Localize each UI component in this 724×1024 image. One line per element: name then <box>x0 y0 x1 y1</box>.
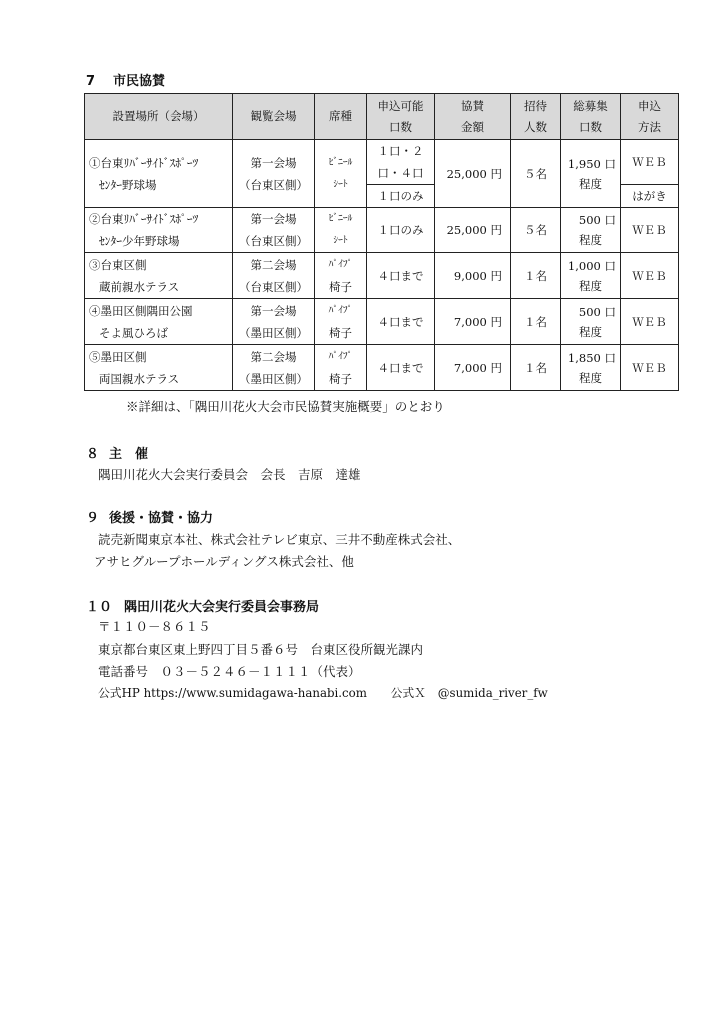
place-line2: 両国親水テラス <box>99 371 180 386</box>
total-line1: 1,850 口 <box>567 350 616 365</box>
venue-line1: 第二会場 <box>250 349 297 364</box>
seat-cell <box>315 345 367 391</box>
place-line1: ②台東ﾘﾊﾞｰｻｲﾄﾞｽﾎﾟｰﾂ <box>89 212 199 226</box>
citizen-sponsorship-table <box>84 93 679 391</box>
seat-line1: ﾋﾞﾆｰﾙ <box>328 213 353 224</box>
phone-number: 電話番号 ０３－５２４６－１１１１（代表） <box>98 664 361 679</box>
method-cell: はがき <box>621 185 679 208</box>
seat-line1: ﾋﾞﾆｰﾙ <box>328 156 353 168</box>
seat-cell <box>315 253 367 299</box>
table-row <box>85 253 679 299</box>
method-cell: ＷＥＢ <box>621 140 679 185</box>
official-links: 公式HP https://www.sumidagawa-hanabi.com 公式Ｘ @sumida_river_fw <box>98 686 548 700</box>
invite-cell: ５名 <box>511 208 561 253</box>
header-amount <box>435 94 511 140</box>
section-8-heading <box>86 443 148 462</box>
place-line2: ｾﾝﾀｰ野球場 <box>99 177 157 192</box>
venue-cell <box>233 299 315 345</box>
total-cell <box>561 345 621 391</box>
place-line2: ｾﾝﾀｰ少年野球場 <box>99 234 180 248</box>
seat-line1: ﾊﾟｲﾌﾟ <box>328 258 353 270</box>
total-line1: 500 口 <box>578 213 616 227</box>
method-cell: ＷＥＢ <box>621 208 679 253</box>
units-cell: ４口まで <box>367 345 435 391</box>
header-method <box>621 94 679 140</box>
seat-line2: 椅子 <box>329 325 352 340</box>
section-title: 主 催 <box>109 447 149 462</box>
place-cell <box>85 299 233 345</box>
section-number: ８ <box>86 447 100 462</box>
units-cell <box>367 140 435 185</box>
table-row <box>85 140 679 185</box>
venue-line2: （墨田区側） <box>239 371 308 386</box>
place-line1: ①台東ﾘﾊﾞｰｻｲﾄﾞｽﾎﾟｰﾂ <box>89 155 199 170</box>
venue-cell <box>233 140 315 208</box>
section-7-heading <box>86 70 165 89</box>
header-amount-line1: 協賛 <box>461 98 484 113</box>
organizer-text: 隅田川花火大会実行委員会 会長 吉原 達雄 <box>98 467 361 482</box>
header-invite <box>511 94 561 140</box>
units-cell: １口のみ <box>367 185 435 208</box>
venue-line1: 第一会場 <box>250 155 297 170</box>
total-line2: 程度 <box>579 278 602 293</box>
header-total <box>561 94 621 140</box>
venue-line2: （台東区側） <box>239 279 308 294</box>
invite-cell: １名 <box>511 345 561 391</box>
total-line1: 1,950 口 <box>567 156 616 171</box>
total-cell <box>561 140 621 208</box>
place-line2: そよ風ひろば <box>99 325 168 340</box>
header-seat: 席種 <box>315 94 367 140</box>
place-cell <box>85 140 233 208</box>
units-line1: １口・２ <box>377 144 424 158</box>
header-method-line1: 申込 <box>638 98 661 113</box>
table-row <box>85 345 679 391</box>
header-units-line2: 口数 <box>389 119 412 134</box>
units-line2: 口・４口 <box>377 166 424 180</box>
support-text-line2: アサヒグループホールディングス株式会社、他 <box>94 554 354 569</box>
venue-line1: 第二会場 <box>250 257 297 272</box>
seat-line2: ｼｰﾄ <box>333 235 348 246</box>
venue-cell <box>233 208 315 253</box>
seat-cell <box>315 299 367 345</box>
venue-cell <box>233 345 315 391</box>
support-text-line1: 読売新聞東京本社、株式会社テレビ東京、三井不動産株式会社、 <box>98 532 461 547</box>
place-line1: ⑤墨田区側 <box>89 349 147 364</box>
method-cell: ＷＥＢ <box>621 253 679 299</box>
seat-cell <box>315 208 367 253</box>
table-row <box>85 299 679 345</box>
seat-line2: ｼｰﾄ <box>333 178 348 190</box>
amount-cell: 25,000 円 <box>435 208 511 253</box>
total-line1: 500 口 <box>578 304 616 319</box>
office-address: 東京都台東区東上野四丁目５番６号 台東区役所観光課内 <box>98 642 424 657</box>
header-units-line1: 申込可能 <box>377 98 424 113</box>
amount-cell: 7,000 円 <box>435 345 511 391</box>
total-cell <box>561 253 621 299</box>
section-10-heading <box>86 596 319 615</box>
venue-line2: （墨田区側） <box>239 325 308 340</box>
seat-line1: ﾊﾟｲﾌﾟ <box>328 304 353 316</box>
place-line1: ③台東区側 <box>89 257 147 272</box>
method-cell: ＷＥＢ <box>621 345 679 391</box>
total-cell <box>561 299 621 345</box>
section-title: 後援・協賛・協力 <box>109 511 214 526</box>
seat-line2: 椅子 <box>329 371 352 386</box>
header-total-line2: 口数 <box>579 119 602 134</box>
table-row <box>85 208 679 253</box>
venue-line1: 第一会場 <box>250 303 297 318</box>
venue-line2: （台東区側） <box>239 177 308 192</box>
total-line2: 程度 <box>579 370 602 385</box>
amount-cell: 9,000 円 <box>435 253 511 299</box>
invite-cell: ５名 <box>511 140 561 208</box>
header-invite-line2: 人数 <box>524 119 547 134</box>
postal-code: 〒１１０－８６１５ <box>98 619 211 634</box>
seat-line1: ﾊﾟｲﾌﾟ <box>328 350 353 362</box>
section-title: 隅田川花火大会実行委員会事務局 <box>124 600 320 615</box>
place-cell <box>85 345 233 391</box>
seat-cell <box>315 140 367 208</box>
venue-line2: （台東区側） <box>239 234 308 248</box>
place-cell <box>85 208 233 253</box>
total-line2: 程度 <box>579 176 602 191</box>
amount-cell: 7,000 円 <box>435 299 511 345</box>
amount-cell: 25,000 円 <box>435 140 511 208</box>
venue-line1: 第一会場 <box>250 212 297 226</box>
total-line1: 1,000 口 <box>567 258 616 273</box>
section-9-heading <box>86 507 213 526</box>
method-cell: ＷＥＢ <box>621 299 679 345</box>
section-title: 市民協賛 <box>113 74 166 89</box>
header-method-line2: 方法 <box>638 119 661 134</box>
venue-cell <box>233 253 315 299</box>
section-number: ９ <box>86 511 100 526</box>
header-total-line1: 総募集 <box>573 98 608 113</box>
header-invite-line1: 招待 <box>524 98 547 113</box>
units-cell: ４口まで <box>367 299 435 345</box>
section-number: 7 <box>86 74 96 89</box>
header-venue: 観覧会場 <box>233 94 315 140</box>
header-units <box>367 94 435 140</box>
header-place: 設置場所（会場） <box>85 94 233 140</box>
seat-line2: 椅子 <box>329 279 352 294</box>
sponsorship-note: ※詳細は、「隅田川花火大会市民協賛実施概要」のとおり <box>126 399 445 414</box>
total-cell <box>561 208 621 253</box>
invite-cell: １名 <box>511 253 561 299</box>
total-line2: 程度 <box>579 233 602 247</box>
units-cell: １口のみ <box>367 208 435 253</box>
table-header-row <box>85 94 679 140</box>
header-amount-line2: 金額 <box>461 119 484 134</box>
place-line2: 蔵前親水テラス <box>99 279 180 294</box>
total-line2: 程度 <box>579 324 602 339</box>
section-number: １０ <box>86 600 113 615</box>
place-cell <box>85 253 233 299</box>
units-cell: ４口まで <box>367 253 435 299</box>
invite-cell: １名 <box>511 299 561 345</box>
place-line1: ④墨田区側隅田公園 <box>89 303 193 318</box>
